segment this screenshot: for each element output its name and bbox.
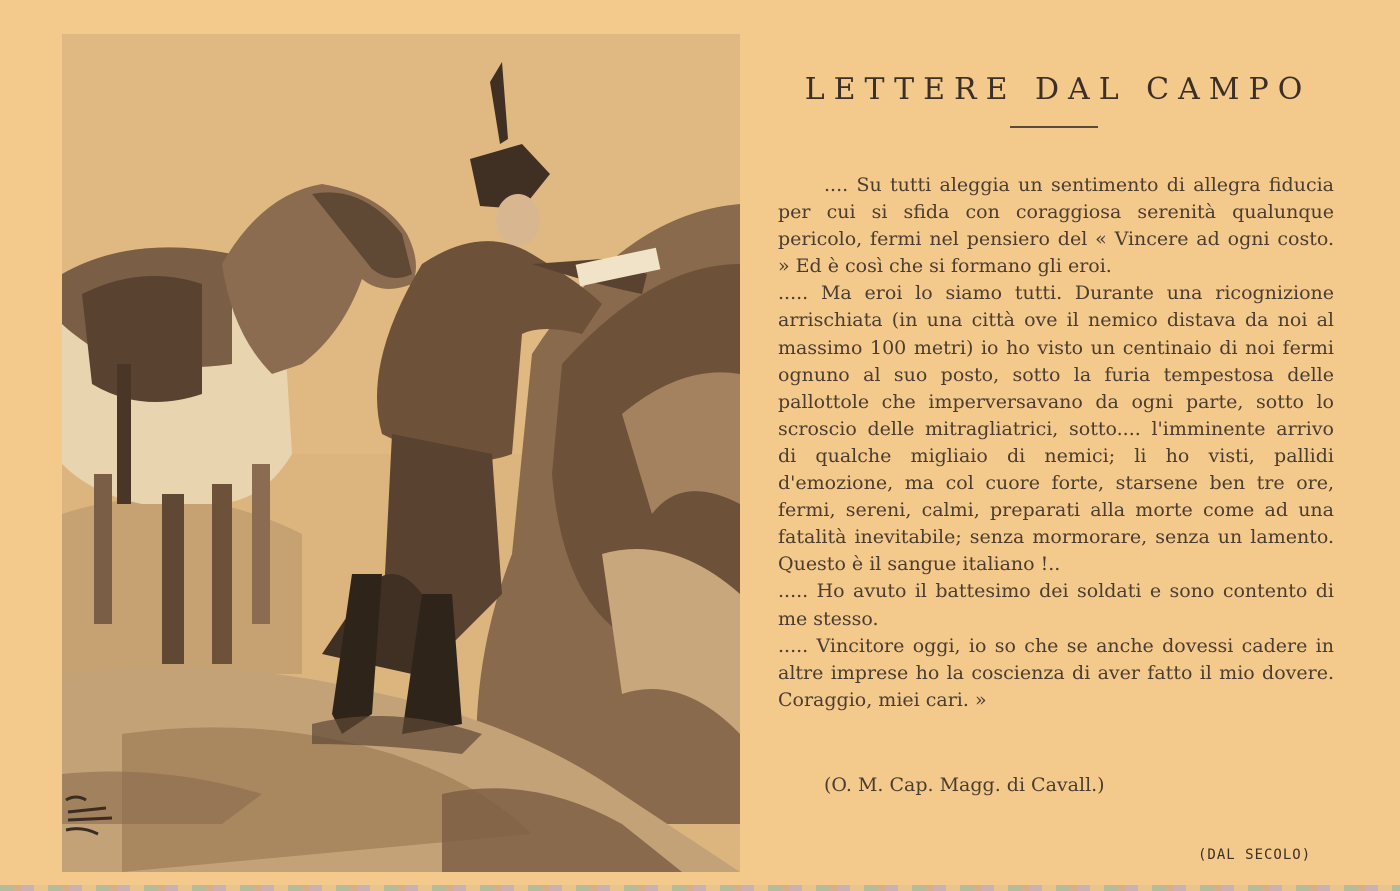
illustration-drawing bbox=[62, 34, 740, 872]
source-credit: (DAL SECOLO) bbox=[1198, 847, 1312, 863]
letter-paragraph-3: ..... Ho avuto il battesimo dei soldati e sono contento di me stesso. bbox=[778, 580, 1334, 630]
title-divider bbox=[1010, 126, 1098, 128]
letter-paragraph-2: ..... Ma eroi lo siamo tutti. Durante una ricognizione arrischiata (in una città ove il nemico distava da noi al massimo 100 metri) io ho visto un centinaio di noi fermi ognuno al suo posto, sotto la furia tempestosa delle pallottole che imperversavano da ogni parte, sotto lo scroscio delle mitragliatrici, sotto.... l'imminente arrivo di qualche migliaio di nemici; li ho visti, pallidi d'emozione, ma col cuore forte, starsene ben tre ore, fermi, sereni, calmi, preparati alla morte come ad una fatalità inevitabile; senza mormorare, senza un lamento. Questo è il sangue italiano !.. bbox=[778, 282, 1334, 576]
page-title: LETTERE DAL CAMPO bbox=[804, 72, 1312, 107]
attribution: (O. M. Cap. Magg. di Cavall.) bbox=[824, 774, 1105, 796]
illustration-soldier-with-horse bbox=[62, 34, 740, 872]
letter-body bbox=[778, 172, 1334, 714]
scan-edge-strip bbox=[0, 885, 1400, 891]
artist-signature-glyph bbox=[62, 790, 132, 840]
letter-paragraph-4: ..... Vincitore oggi, io so che se anche dovessi cadere in altre imprese ho la coscienza di aver fatto il mio dovere. Coraggio, miei cari. » bbox=[778, 634, 1334, 711]
letter-paragraph-1: .... Su tutti aleggia un sentimento di allegra fiducia per cui si sfida con coraggiosa serenità qualunque pericolo, fermi nel pensiero del « Vincere ad ogni costo. » Ed è così che si formano gli eroi. bbox=[778, 174, 1334, 278]
artist-signature-mark bbox=[62, 790, 132, 840]
